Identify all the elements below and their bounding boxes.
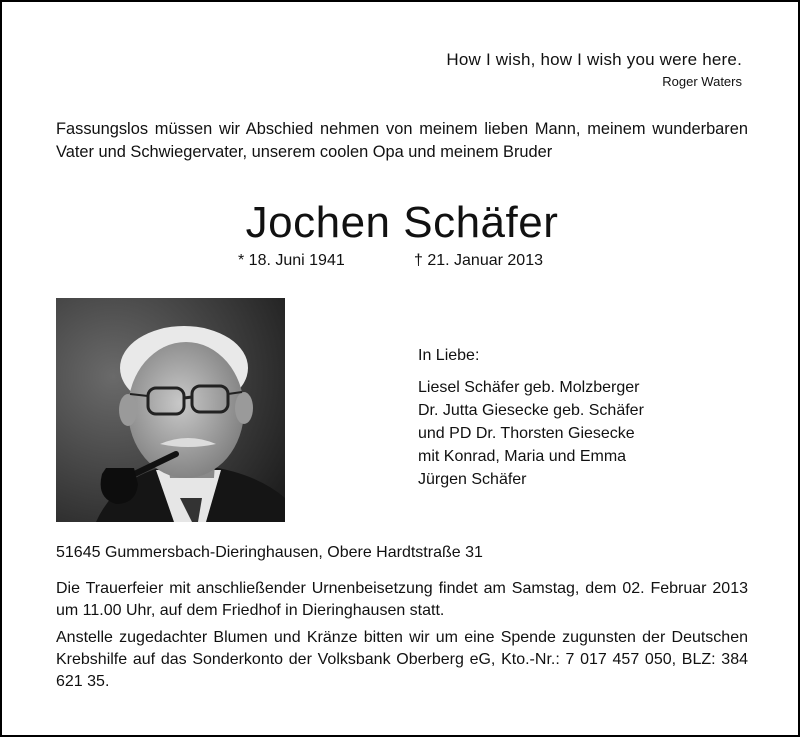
mourners-label: In Liebe:: [418, 347, 480, 364]
epigraph-author: Roger Waters: [662, 74, 742, 89]
epigraph-text: How I wish, how I wish you were here.: [446, 50, 742, 69]
ceremony-info: Die Trauerfeier mit anschließender Urnenbeisetzung findet am Samstag, dem 02. Februar 2013 um 11.00 Uhr, auf dem Friedhof in Dieringhausen statt.: [56, 580, 748, 619]
death-date: † 21. Januar 2013: [414, 252, 543, 269]
donation-info: Anstelle zugedachter Blumen und Kränze bitten wir um eine Spende zugunsten der Deutschen Krebshilfe auf das Sonderkonto der Volksbank Oberberg eG, Kto.-Nr.: 7 017 457 050, BLZ: 384 621 35.: [56, 629, 748, 690]
deceased-name: Jochen Schäfer: [245, 198, 559, 247]
mourner-name: mit Konrad, Maria und Emma: [418, 448, 627, 465]
mourner-name: Jürgen Schäfer: [418, 471, 527, 488]
mourners-list: [418, 344, 644, 491]
portrait-photo: [56, 298, 285, 522]
mourner-name: Liesel Schäfer geb. Molzberger: [418, 379, 640, 396]
mourner-name: Dr. Jutta Giesecke geb. Schäfer: [418, 402, 644, 419]
intro-text: Fassungslos müssen wir Abschied nehmen von meinem lieben Mann, meinem wunderbaren Vater und Schwiegervater, unserem coolen Opa und meinem Bruder: [56, 120, 748, 161]
mourner-name: und PD Dr. Thorsten Giesecke: [418, 425, 635, 442]
family-address: 51645 Gummersbach-Dieringhausen, Obere Hardtstraße 31: [56, 544, 483, 561]
epigraph: [446, 50, 742, 89]
birth-date: * 18. Juni 1941: [238, 252, 345, 269]
